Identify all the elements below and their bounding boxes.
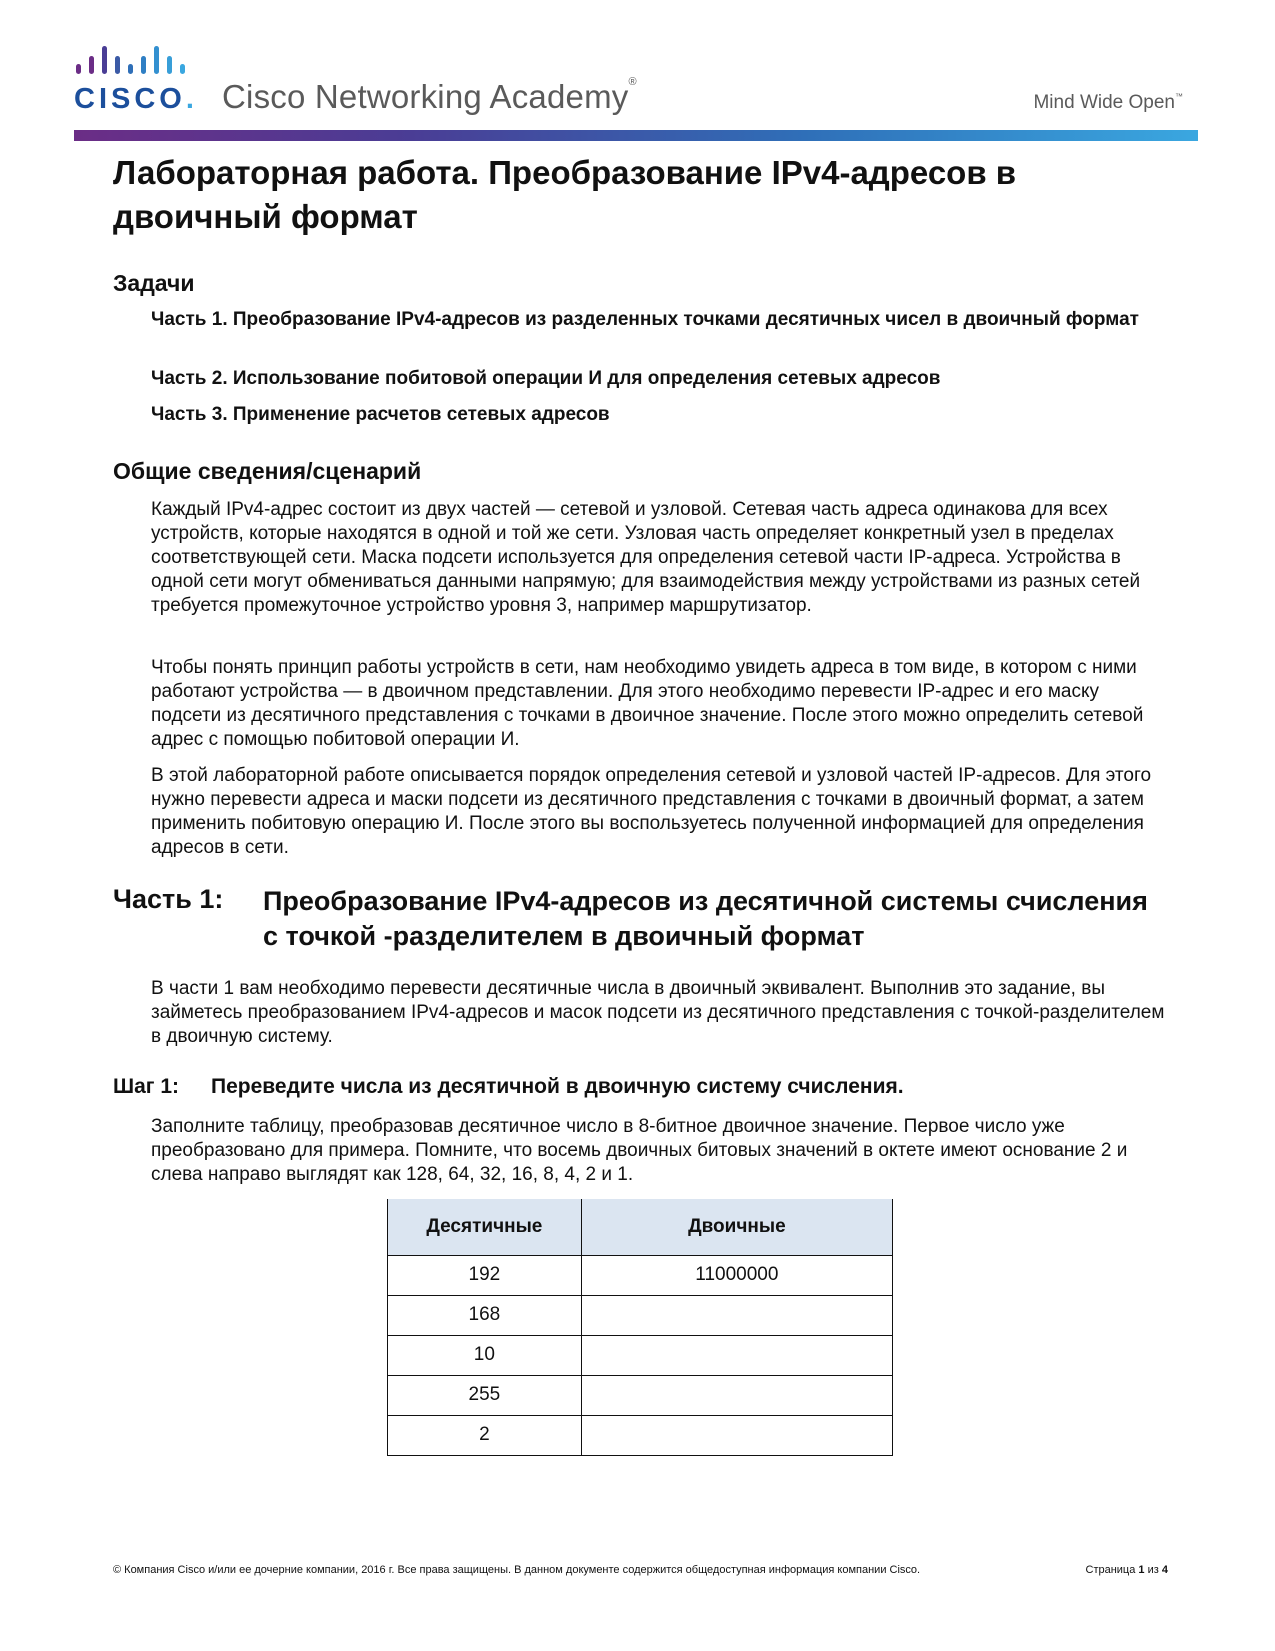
tagline: Mind Wide Open™ bbox=[1033, 92, 1183, 113]
step1-text: Заполните таблицу, преобразовав десятичное число в 8-битное двоичное значение. Первое число уже преобразовано для примера. Помните, что восемь двоичных битовых значений в октете имеют основание 2 и слева направо выглядят как 128, 64, 32, 16, 8, 4, 2 и 1. bbox=[151, 1116, 1128, 1185]
binary-cell[interactable] bbox=[581, 1375, 892, 1415]
table-row bbox=[388, 1335, 893, 1375]
background-paragraph: В этой лабораторной работе описывается порядок определения сетевой и узловой частей IP-адресов. Для этого нужно перевести адреса и маски подсети из десятичного представления с точками в двоичный формат, а затем применить побитовую операцию И. После этого вы воспользуетесь полученной информацией для определения адресов в сети. bbox=[151, 765, 1152, 858]
binary-cell[interactable] bbox=[581, 1335, 892, 1375]
table-row bbox=[388, 1295, 893, 1335]
decimal-cell: 2 bbox=[388, 1415, 582, 1455]
page-header bbox=[0, 0, 1275, 145]
binary-cell[interactable] bbox=[581, 1295, 892, 1335]
part1-title: Преобразование IPv4-адресов из десятичной системы счисления с точкой -разделителем в двоичный формат bbox=[263, 886, 1148, 951]
tasks-heading: Задачи bbox=[113, 270, 195, 296]
copyright-text: © Компания Cisco и/или ее дочерние компании, 2016 г. Все права защищены. В данном документе содержится общедоступная информация компании Cisco. bbox=[113, 1564, 921, 1576]
table-row bbox=[388, 1255, 893, 1295]
cisco-bridge-icon bbox=[76, 46, 188, 80]
task-item: Часть 1. Преобразование IPv4-адресов из разделенных точками десятичных чисел в двоичный формат bbox=[151, 309, 1139, 330]
table-row bbox=[388, 1375, 893, 1415]
table-header-row bbox=[388, 1199, 893, 1255]
column-header: Десятичные bbox=[388, 1199, 582, 1255]
cisco-logo bbox=[74, 46, 198, 115]
task-item: Часть 3. Применение расчетов сетевых адресов bbox=[151, 404, 610, 425]
decimal-cell: 10 bbox=[388, 1335, 582, 1375]
academy-title: Cisco Networking Academy® bbox=[222, 76, 637, 115]
part1-label: Часть 1: bbox=[113, 884, 224, 914]
page-footer bbox=[113, 1564, 1168, 1576]
conversion-table bbox=[387, 1199, 893, 1456]
binary-cell: 11000000 bbox=[581, 1255, 892, 1295]
decimal-cell: 255 bbox=[388, 1375, 582, 1415]
step1-title: Переведите числа из десятичной в двоичную систему счисления. bbox=[211, 1075, 904, 1098]
background-paragraph: Каждый IPv4-адрес состоит из двух частей — сетевой и узловой. Сетевая часть адреса одинакова для всех устройств, которые находятся в одной и той же сети. Узловая часть определяет конкретный узел в пределах соответствующей сети. Маска подсети используется для определения сетевой части IP-адреса. Устройства в одной сети могут обмениваться данными напрямую; для взаимодействия между устройствами из разных сетей требуется промежуточное устройство уровня 3, например маршрутизатор. bbox=[151, 499, 1141, 616]
header-divider bbox=[74, 130, 1198, 141]
page-number: Страница 1 из 4 bbox=[1085, 1564, 1168, 1576]
page-title: Лабораторная работа. Преобразование IPv4-адресов в двоичный формат bbox=[113, 154, 1017, 235]
part1-intro: В части 1 вам необходимо перевести десятичные числа в двоичный эквивалент. Выполнив это задание, вы займетесь преобразованием IPv4-адресов и масок подсети из десятичного представления с точкой-разделителем в двоичную систему. bbox=[151, 978, 1165, 1047]
column-header: Двоичные bbox=[581, 1199, 892, 1255]
binary-cell[interactable] bbox=[581, 1415, 892, 1455]
table-row bbox=[388, 1415, 893, 1455]
task-item: Часть 2. Использование побитовой операции И для определения сетевых адресов bbox=[151, 368, 941, 389]
decimal-cell: 192 bbox=[388, 1255, 582, 1295]
decimal-cell: 168 bbox=[388, 1295, 582, 1335]
cisco-wordmark: CISCO. bbox=[74, 83, 198, 115]
background-heading: Общие сведения/сценарий bbox=[113, 458, 422, 484]
step1-label: Шаг 1: bbox=[113, 1075, 180, 1098]
background-paragraph: Чтобы понять принцип работы устройств в сети, нам необходимо увидеть адреса в том виде, в котором с ними работают устройства — в двоичном представлении. Для этого необходимо перевести IP-адрес и его маску подсети из десятичного представления с точками в двоичное значение. После этого можно определить сетевой адрес с помощью побитовой операции И. bbox=[151, 657, 1144, 750]
